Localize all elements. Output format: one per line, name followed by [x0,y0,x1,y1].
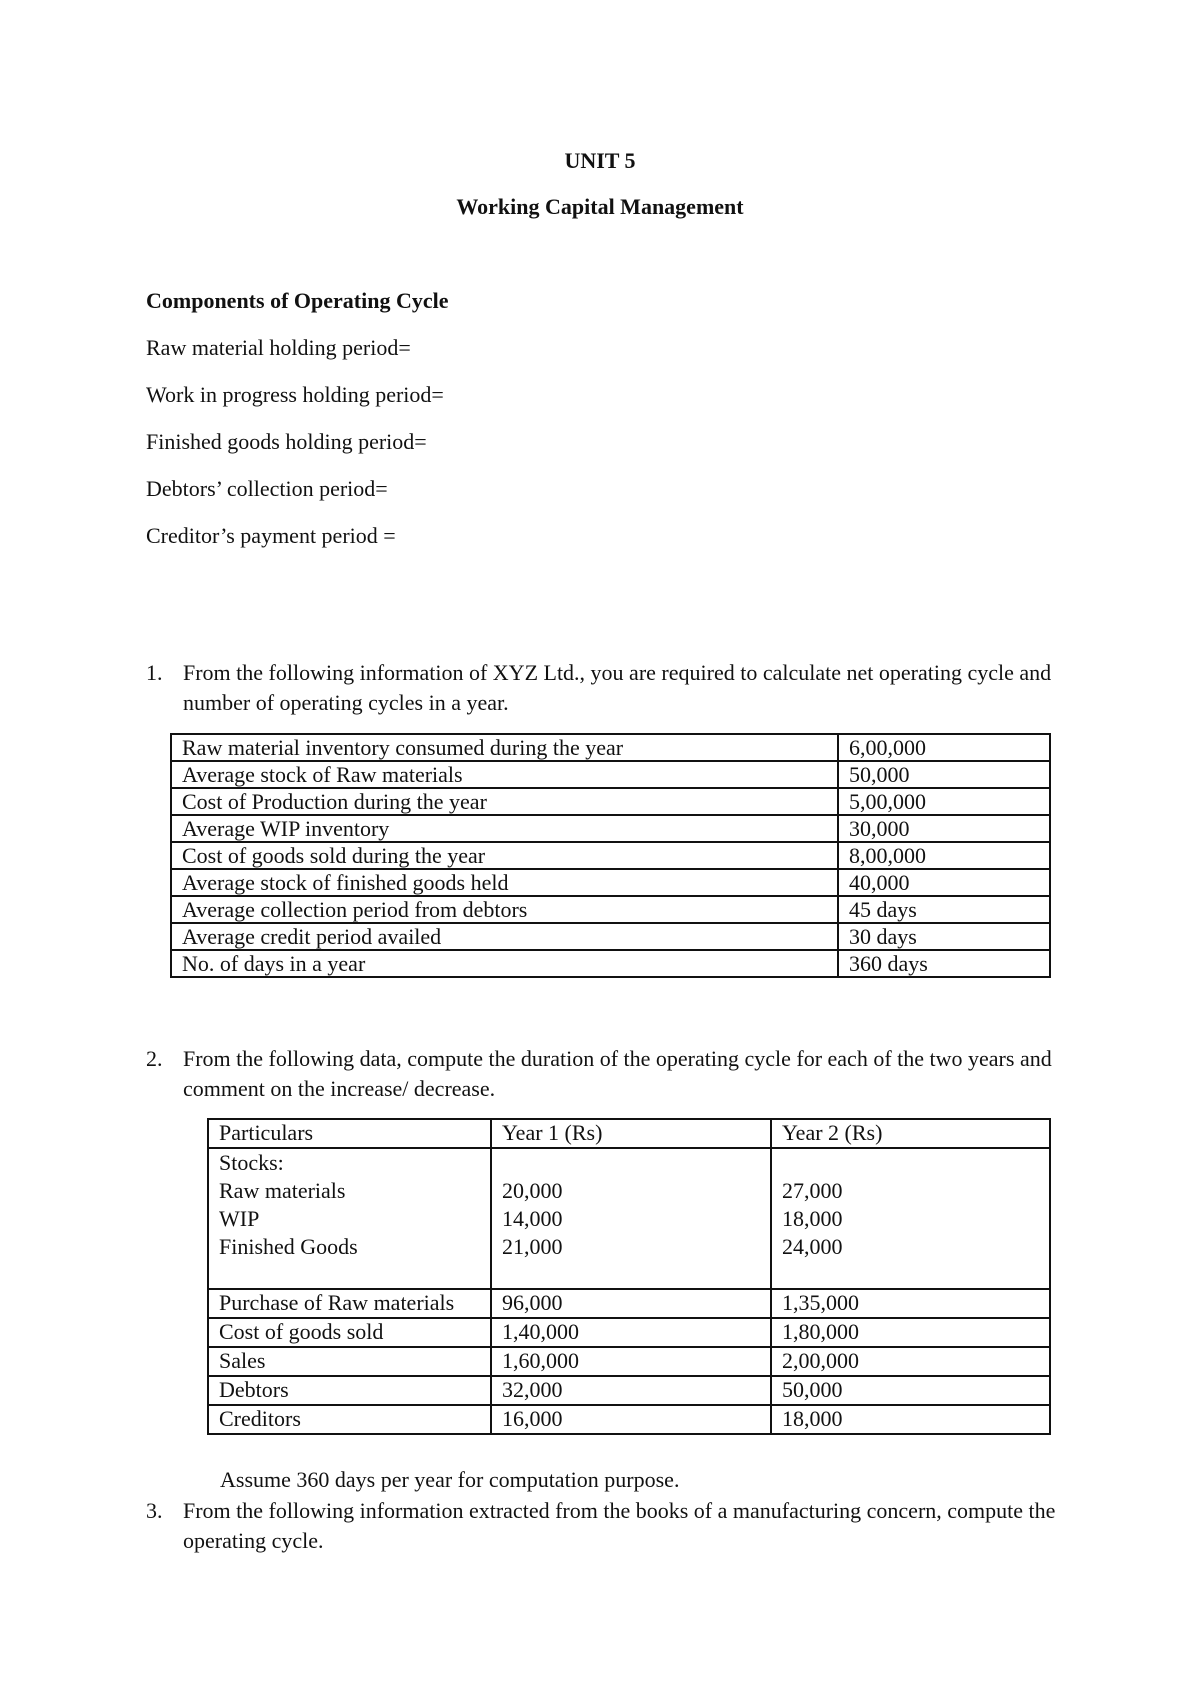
stock-year2-value: 18,000 [782,1206,843,1231]
question-2-text: From the following data, compute the duration of the operating cycle for each of the two years and comment on the increase/ decrease. [183,1046,1052,1101]
components-heading: Components of Operating Cycle [146,288,449,313]
table-row [171,896,1050,923]
table-row [171,761,1050,788]
question-1-text: From the following information of XYZ Ltd., you are required to calculate net operating cycle and number of operating cycles in a year. [183,660,1052,715]
stock-year2-value: 27,000 [782,1178,843,1203]
question-2-note: Assume 360 days per year for computation purpose. [220,1467,680,1492]
row-value: 6,00,000 [838,734,1050,761]
stock-label: Raw materials [219,1178,346,1203]
table-row [171,842,1050,869]
row-label: Cost of goods sold [208,1318,491,1347]
row-value: 360 days [838,950,1050,977]
table-row [171,788,1050,815]
row-label: Raw material inventory consumed during the year [171,734,838,761]
stock-label: WIP [219,1206,260,1231]
question-2-number: 2. [146,1046,163,1071]
row-label: Creditors [208,1405,491,1434]
stock-year1-value: 14,000 [502,1206,563,1231]
table-row [171,869,1050,896]
table-row [208,1318,1050,1347]
row-label: Average stock of finished goods held [171,869,838,896]
row-label: Purchase of Raw materials [208,1289,491,1318]
table-row [208,1405,1050,1434]
column-header: Particulars [208,1119,491,1148]
row-value: 30,000 [838,815,1050,842]
row-label: Cost of Production during the year [171,788,838,815]
row-value: 45 days [838,896,1050,923]
question-1-table [170,733,1051,978]
row-value: 8,00,000 [838,842,1050,869]
table-row-stocks [208,1148,1050,1289]
row-label: Average collection period from debtors [171,896,838,923]
table-row [208,1347,1050,1376]
row-label: Average credit period availed [171,923,838,950]
table-header-row [208,1119,1050,1148]
row-value: 5,00,000 [838,788,1050,815]
year2-value: 1,35,000 [771,1289,1050,1318]
row-label: Sales [208,1347,491,1376]
question-1-number: 1. [146,660,163,685]
table-row [171,923,1050,950]
stock-year1-value: 20,000 [502,1178,563,1203]
year1-value: 16,000 [491,1405,771,1434]
question-3-text: From the following information extracted from the books of a manufacturing concern, compute the operating cycle. [183,1498,1056,1553]
page-title: Working Capital Management [456,194,744,219]
year2-value: 50,000 [771,1376,1050,1405]
row-label: Debtors [208,1376,491,1405]
row-value: 30 days [838,923,1050,950]
table-row [171,734,1050,761]
year1-value: 32,000 [491,1376,771,1405]
column-header: Year 1 (Rs) [491,1119,771,1148]
table-row [208,1376,1050,1405]
table-row [171,950,1050,977]
year2-value: 1,80,000 [771,1318,1050,1347]
row-label: Cost of goods sold during the year [171,842,838,869]
year1-value: 96,000 [491,1289,771,1318]
stock-year1-value: 21,000 [502,1234,563,1259]
row-label: No. of days in a year [171,950,838,977]
stock-label: Finished Goods [219,1234,358,1259]
table-row [171,815,1050,842]
row-value: 50,000 [838,761,1050,788]
year2-value: 18,000 [771,1405,1050,1434]
component-raw-material: Raw material holding period= [146,335,411,360]
column-header: Year 2 (Rs) [771,1119,1050,1148]
component-creditors: Creditor’s payment period = [146,523,396,548]
unit-title: UNIT 5 [564,148,636,173]
component-wip: Work in progress holding period= [146,382,444,407]
row-value: 40,000 [838,869,1050,896]
component-debtors: Debtors’ collection period= [146,476,388,501]
year2-value: 2,00,000 [771,1347,1050,1376]
component-finished-goods: Finished goods holding period= [146,429,427,454]
question-3-number: 3. [146,1498,163,1523]
stocks-label: Stocks: [219,1150,284,1175]
year1-value: 1,40,000 [491,1318,771,1347]
row-label: Average WIP inventory [171,815,838,842]
question-2-table [207,1118,1051,1435]
stock-year2-value: 24,000 [782,1234,843,1259]
row-label: Average stock of Raw materials [171,761,838,788]
year1-value: 1,60,000 [491,1347,771,1376]
table-row [208,1289,1050,1318]
